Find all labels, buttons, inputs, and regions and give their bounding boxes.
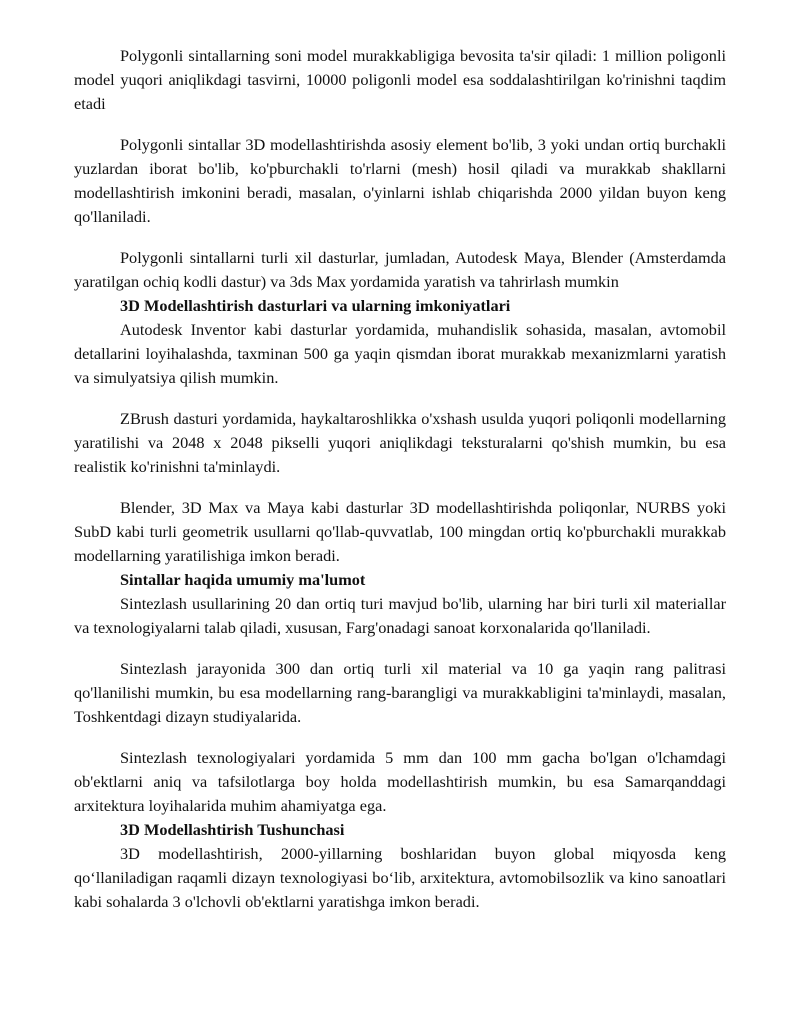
section-heading: 3D Modellashtirish dasturlari va ularning imkoniyatlari [120,296,511,315]
section-heading: Sintallar haqida umumiy ma'lumot [120,570,366,589]
document-page [74,44,726,914]
paragraph: Polygonli sintallar 3D modellashtirishda asosiy element bo'lib, 3 yoki undan ortiq burchakli yuzlardan iborat bo'lib, ko'pburchakli to'rlarni (mesh) hosil qiladi va murakkab shakllarni modellashtirish imkonini beradi, masalan, o'yinlarni ishlab chiqarishda 2000 yildan buyon keng qo'llaniladi. [74,135,726,226]
paragraph: Polygonli sintallarni turli xil dasturlar, jumladan, Autodesk Maya, Blender (Amsterdamda yaratilgan ochiq kodli dastur) va 3ds Max yordamida yaratish va tahrirlash mumkin [74,248,726,291]
paragraph: Sintezlash texnologiyalari yordamida 5 mm dan 100 mm gacha bo'lgan o'lchamdagi ob'ektlarni aniq va tafsilotlarga boy holda modellashtirish mumkin, bu esa Samarqanddagi arxitektura loyihalarida muhim ahamiyatga ega. [74,748,726,815]
paragraph: Polygonli sintallarning soni model murakkabligiga bevosita ta'sir qiladi: 1 million poligonli model yuqori aniqlikdagi tasvirni, 10000 poligonli model esa soddalashtirilgan ko'rinishni taqdim etadi [74,46,726,113]
paragraph: Autodesk Inventor kabi dasturlar yordamida, muhandislik sohasida, masalan, avtomobil detallarini loyihalashda, taxminan 500 ga yaqin qismdan iborat murakkab mexanizmlarni yaratish va simulyatsiya qilish mumkin. [74,320,726,387]
paragraph: Sintezlash usullarining 20 dan ortiq turi mavjud bo'lib, ularning har biri turli xil materiallar va texnologiyalarni talab qiladi, xususan, Farg'onadagi sanoat korxonalarida qo'llaniladi. [74,594,726,637]
paragraph: Sintezlash jarayonida 300 dan ortiq turli xil material va 10 ga yaqin rang palitrasi qo'llanilishi mumkin, bu esa modellarning rang-barangligi va murakkabligini ta'minlaydi, masalan, Toshkentdagi dizayn studiyalarida. [74,659,726,726]
paragraph: 3D modellashtirish, 2000-yillarning boshlaridan buyon global miqyosda keng qo‘llaniladigan raqamli dizayn texnologiyasi bo‘lib, arxitektura, avtomobilsozlik va kino sanoatlari kabi sohalarda 3 o'lchovli ob'ektlarni yaratishga imkon beradi. [74,844,726,911]
section-heading: 3D Modellashtirish Tushunchasi [120,820,345,839]
paragraph: Blender, 3D Max va Maya kabi dasturlar 3D modellashtirishda poliqonlar, NURBS yoki SubD kabi turli geometrik usullarni qo'llab-quvvatlab, 100 mingdan ortiq ko'pburchakli murakkab modellarning yaratilishiga imkon beradi. [74,498,726,565]
paragraph: ZBrush dasturi yordamida, haykaltaroshlikka o'xshash usulda yuqori poliqonli modellarning yaratilishi va 2048 x 2048 pikselli yuqori aniqlikdagi teksturalarni qo'shish mumkin, bu esa realistik ko'rinishni ta'minlaydi. [74,409,726,476]
